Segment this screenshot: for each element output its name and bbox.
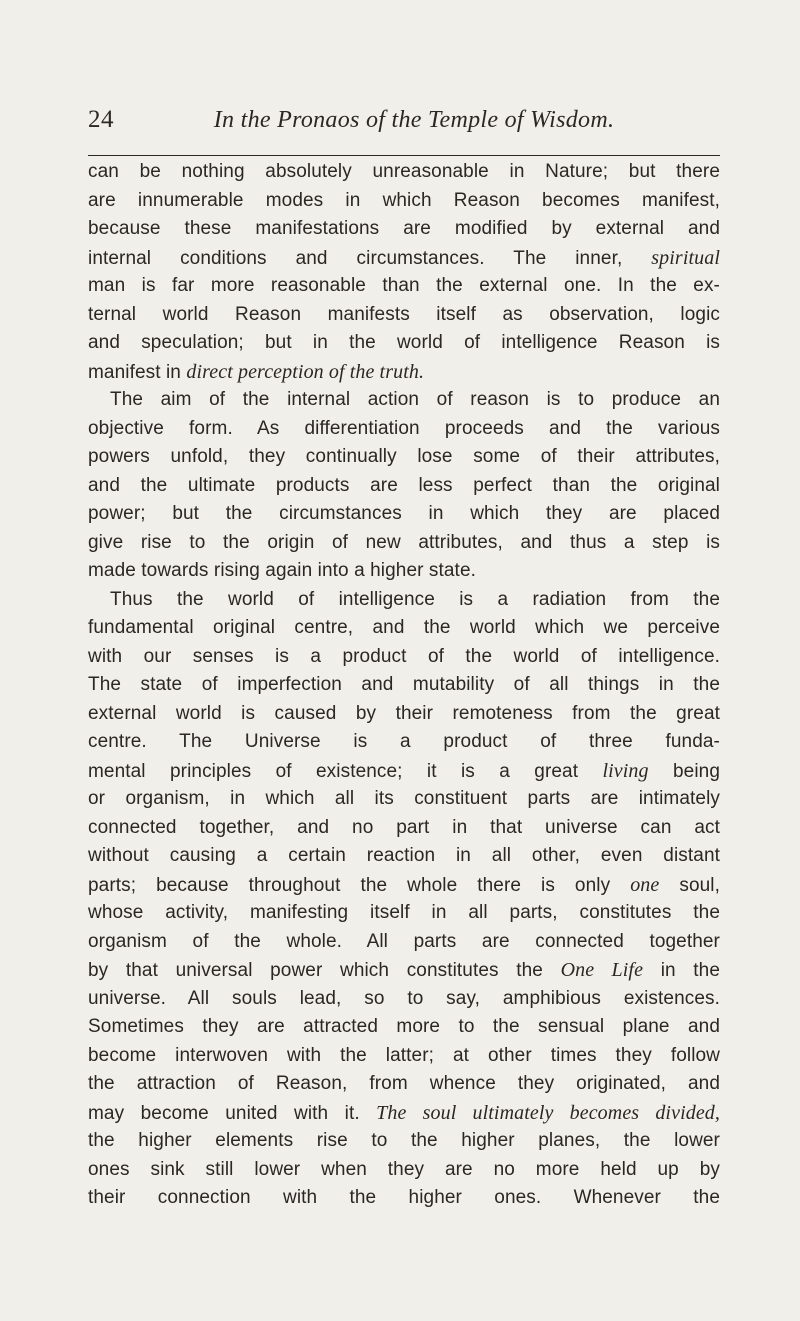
body-text [88, 158, 720, 1213]
text-line-content: manifest in [88, 361, 181, 383]
text-line-content: man is far more reasonable than the external one. In the ex- [88, 275, 720, 296]
running-title: In the Pronaos of the Temple of Wisdom. [213, 107, 615, 133]
text-line [88, 814, 720, 843]
header-rule [88, 155, 720, 156]
text-line [88, 358, 720, 387]
italic-emphasis: direct perception of the truth. [186, 360, 425, 383]
text-line-content: are innumerable modes in which Reason becomes manifest, [88, 189, 720, 211]
text-line [88, 557, 720, 586]
italic-emphasis: One Life [560, 959, 644, 981]
text-line [88, 928, 720, 957]
text-line-content: made towards rising again into a higher state. [88, 560, 476, 581]
text-line [88, 1127, 720, 1156]
text-line-tail: in the [660, 960, 721, 981]
text-line [88, 1156, 720, 1185]
text-line-content: powers unfold, they continually lose some of their attributes, [88, 446, 720, 467]
text-line [88, 614, 720, 643]
text-line-content: by that universal power which constitutes the [88, 960, 543, 981]
text-line [88, 472, 720, 501]
text-line-content: whose activity, manifesting itself in all parts, constitutes the [88, 902, 720, 923]
text-line-content: internal conditions and circumstances. The inner, [88, 247, 623, 269]
text-line [88, 1013, 720, 1042]
text-line [88, 871, 720, 900]
text-line [88, 985, 720, 1014]
text-line [88, 728, 720, 757]
text-line [88, 643, 720, 672]
text-line [88, 272, 720, 301]
text-line [88, 586, 720, 615]
text-line-content: can be nothing absolutely unreasonable in Nature; but there [88, 161, 720, 182]
text-line-content: their connection with the higher ones. Whenever the [88, 1187, 720, 1208]
text-line-content: because these manifestations are modified by external and [88, 218, 720, 239]
text-line-content: fundamental original centre, and the world which we perceive [88, 617, 720, 638]
text-line [88, 244, 720, 273]
text-line [88, 158, 720, 187]
text-line-content: Thus the world of intelligence is a radiation from the [110, 588, 720, 610]
text-line-content: the attraction of Reason, from whence they originated, and [88, 1073, 720, 1094]
italic-emphasis: spiritual [651, 246, 720, 269]
text-line-content: the higher elements rise to the higher planes, the lower [88, 1130, 720, 1151]
text-line [88, 1070, 720, 1099]
text-line-content: may become united with it. [88, 1102, 360, 1124]
text-line-content: parts; because throughout the whole there is only [88, 874, 611, 896]
text-line-content: centre. The Universe is a product of three funda- [88, 731, 720, 752]
text-line-tail: soul, [679, 874, 720, 896]
page-number: 24 [88, 106, 114, 133]
page-header [88, 105, 720, 155]
text-line [88, 1184, 720, 1213]
text-line [88, 956, 720, 985]
text-line [88, 700, 720, 729]
text-line [88, 386, 720, 415]
text-line-content: objective form. As differentiation proceeds and the various [88, 417, 720, 439]
text-line [88, 529, 720, 558]
text-line [88, 899, 720, 928]
text-line [88, 443, 720, 472]
text-line [88, 1099, 720, 1128]
text-line [88, 215, 720, 244]
text-line-content: organism of the whole. All parts are connected together [88, 930, 720, 952]
italic-emphasis: The soul ultimately becomes divided, [376, 1101, 720, 1124]
text-line [88, 785, 720, 814]
text-line-content: give rise to the origin of new attributes, and thus a step is [88, 531, 720, 553]
text-line [88, 500, 720, 529]
text-line-content: The state of imperfection and mutability of all things in the [88, 674, 720, 695]
text-line-content: universe. All souls lead, so to say, amphibious existences. [88, 987, 720, 1009]
text-line-content: and the ultimate products are less perfect than the original [88, 474, 720, 496]
text-line [88, 187, 720, 216]
text-line [88, 842, 720, 871]
text-line [88, 329, 720, 358]
text-line [88, 1042, 720, 1071]
text-line-content: power; but the circumstances in which they are placed [88, 503, 720, 524]
text-line-content: ones sink still lower when they are no more held up by [88, 1158, 720, 1180]
text-line [88, 301, 720, 330]
text-line-content: and speculation; but in the world of intelligence Reason is [88, 332, 720, 353]
text-line-content: ternal world Reason manifests itself as observation, logic [88, 303, 720, 325]
text-line-tail: being [673, 760, 720, 782]
text-line-content: Sometimes they are attracted more to the sensual plane and [88, 1016, 720, 1037]
text-line-content: The aim of the internal action of reason is to produce an [110, 389, 720, 410]
text-line-content: become interwoven with the latter; at other times they follow [88, 1044, 720, 1066]
text-line [88, 757, 720, 786]
text-line-content: with our senses is a product of the world of intelligence. [88, 645, 720, 667]
text-line-content: external world is caused by their remoteness from the great [88, 702, 720, 724]
italic-emphasis: living [602, 759, 649, 782]
italic-emphasis: one [630, 873, 660, 896]
text-line-content: without causing a certain reaction in all other, even distant [88, 845, 720, 866]
text-line-content: or organism, in which all its constituent parts are intimately [88, 788, 720, 809]
text-line-content: mental principles of existence; it is a great [88, 760, 579, 782]
text-line [88, 671, 720, 700]
text-line-content: connected together, and no part in that universe can act [88, 816, 720, 838]
text-line [88, 415, 720, 444]
